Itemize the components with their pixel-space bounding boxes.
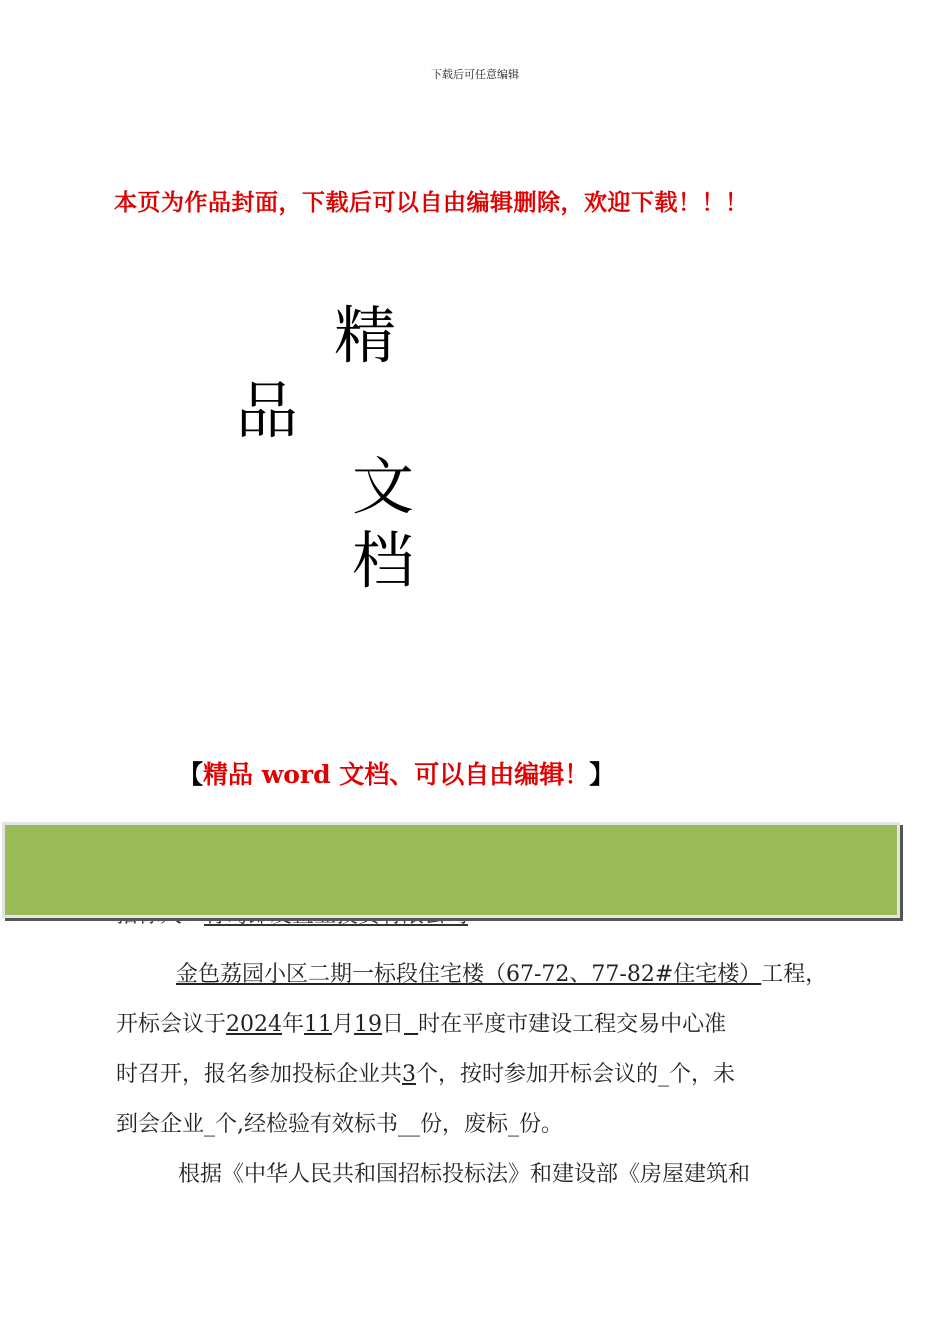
title-char-jing: 精 (334, 299, 397, 372)
body-line-5: 根据《中华人民共和国招标投标法》和建设部《房屋建筑和 (178, 1162, 751, 1187)
meeting-hour (404, 1012, 418, 1037)
body-line-3 (116, 1057, 735, 1088)
green-banner-box (2, 822, 900, 918)
project-suffix: 工程， (761, 962, 828, 987)
text-segment: 月 (332, 1012, 355, 1037)
body-line-2 (116, 1007, 726, 1038)
title-char-wen: 文 (352, 450, 415, 523)
text-segment: 年 (282, 1012, 305, 1037)
meeting-year: 2024 (226, 1012, 283, 1037)
title-char-pin: 品 (236, 374, 299, 447)
text-segment: 个，按时参加开标会议的_个，未 (416, 1062, 736, 1087)
project-name: 金色荔园小区二期一标段住宅楼（67-72、77-82#住宅楼） (176, 962, 762, 987)
title-char-dang: 档 (352, 524, 415, 597)
banner-close-bracket: 】 (589, 760, 615, 789)
meeting-month: 11 (304, 1012, 333, 1037)
page-header: 下载后可任意编辑 (431, 68, 519, 81)
bidder-count: 3 (402, 1062, 417, 1087)
text-segment: 时在平度市建设工程交易中心准 (418, 1012, 727, 1037)
body-line-4: 到会企业_个,经检验有效标书__份，废标_份。 (116, 1112, 563, 1137)
text-segment: 开标会议于 (116, 1012, 227, 1037)
meeting-day: 19 (354, 1012, 383, 1037)
cover-notice: 本页为作品封面，下载后可以自由编辑删除，欢迎下载！！！ (114, 189, 749, 216)
text-segment: 时召开，报名参加投标企业共 (116, 1062, 403, 1087)
text-segment: 日 (382, 1012, 405, 1037)
banner-text: 精品 word 文档、可以自由编辑！ (203, 760, 590, 789)
editable-banner (178, 755, 614, 791)
banner-open-bracket: 【 (178, 760, 204, 789)
body-line-1 (176, 957, 827, 988)
